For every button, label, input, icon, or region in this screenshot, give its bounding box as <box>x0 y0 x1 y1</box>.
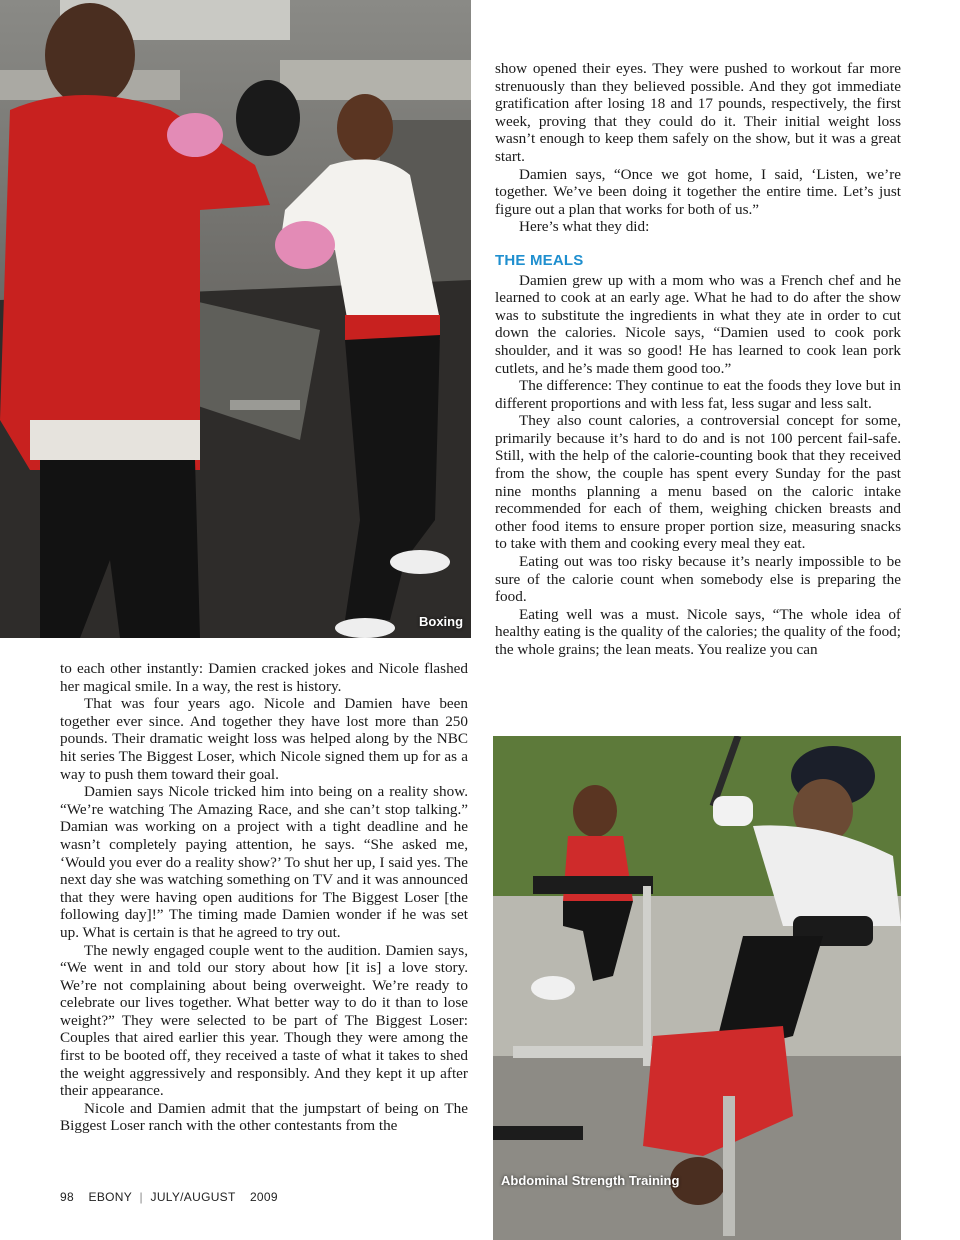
abdominal-training-photo <box>493 736 901 1240</box>
paragraph: to each other instantly: Damien cracked jokes and Nicole flashed her magical smile. In a way, the rest is history. <box>60 660 468 695</box>
paragraph: That was four years ago. Nicole and Damien have been together ever since. And together they have lost more than 250 pounds. Their dramatic weight loss was helped along by the NBC hit series The Biggest Loser, which Nicole signed them up for as a way to push them toward their goal. <box>60 695 468 783</box>
boxing-photo <box>0 0 471 638</box>
page-number: 98 <box>60 1190 74 1204</box>
paragraph: Damien says, “Once we got home, I said, ‘Listen, we’re together. We’ve been doing it together the entire time. Let’s just figure out a plan that works for both of us.” <box>495 165 901 218</box>
paragraph: Here’s what they did: <box>519 218 650 236</box>
paragraph: Damien grew up with a mom who was a French chef and he learned to cook at an early age. What he had to do after the show was to substitute the ingredients in what they ate in order to cut down the calories. Nicole says, “Damien used to cook pork shoulder, and it was so good! He has learned to cook lean pork cutlets, and he’s made them good too.” <box>495 271 901 377</box>
section-heading: THE MEALS <box>495 251 584 269</box>
abdominal-caption: Abdominal Strength Training <box>501 1173 680 1188</box>
boxing-caption: Boxing <box>419 614 464 629</box>
paragraph: Eating out was too risky because it’s nearly impossible to be sure of the calorie count when somebody else is preparing the food. <box>495 553 901 606</box>
issue-year: 2009 <box>249 1190 278 1204</box>
left-column <box>60 660 468 1135</box>
paragraph: Eating well was a must. Nicole says, “The whole idea of healthy eating is the quality of the calories; the quality of the food; the whole grains; the lean meats. You realize you can <box>495 605 901 658</box>
page-footer <box>60 1190 278 1204</box>
paragraph: The newly engaged couple went to the audition. Damien says, “We went in and told our story about how [it is] a love story. We’re not complaining about being overweight. We’re ready to celebrate our lives together. What better way to do it than to lose weight?” They were selected to be part of The Biggest Loser: Couples that aired earlier this year. Though they were among the first to be booted off, they received a taste of what it takes to shed the weight aggressively and responsibly. And they kept it up after their appearance. <box>60 941 468 1100</box>
paragraph: Nicole and Damien admit that the jumpstart of being on The Biggest Loser ranch with the other contestants from the <box>60 1099 468 1135</box>
right-column <box>495 60 901 659</box>
magazine-name: EBONY <box>88 1190 132 1204</box>
paragraph: They also count calories, a controversial concept for some, primarily because it’s hard to do and is not 100 percent fail-safe. Still, with the help of the calorie-counting book that they received from the show, the couple has spent every Sunday for the past nine months planning a menu based on the caloric intake recommended for each of them, weighing chicken breasts and other food items to ensure proper portion size, measuring snacks to take with them and cooking every meal they eat. <box>495 412 901 553</box>
paragraph: Damien says Nicole tricked him into being on a reality show. “We’re watching The Amazing Race, and she can’t stop talking.” Damian was working on a project with a tight deadline and he wasn’t completely paying attention, he says. “She asked me, ‘Would you ever do a reality show?’ To shut her up, I said yes. The next day she was watching something on TV and it was announced that they were having open auditions for The Biggest Loser [the following day]!” The timing made Damien wonder if he was set up. What is certain is that he agreed to try out. <box>60 783 468 941</box>
paragraph: The difference: They continue to eat the foods they love but in different proportions and with less fat, less sugar and less salt. <box>495 377 901 412</box>
paragraph: show opened their eyes. They were pushed to workout far more strenuously than they believed possible. And they got immediate gratification after losing 18 and 17 pounds, respectively, the first week, proving that they could do it. Their initial weight loss wasn’t enough to keep them safely on the show, but it was a great start. <box>495 60 901 165</box>
separator: | <box>139 1190 143 1204</box>
issue-label: JULY/AUGUST <box>150 1190 236 1204</box>
